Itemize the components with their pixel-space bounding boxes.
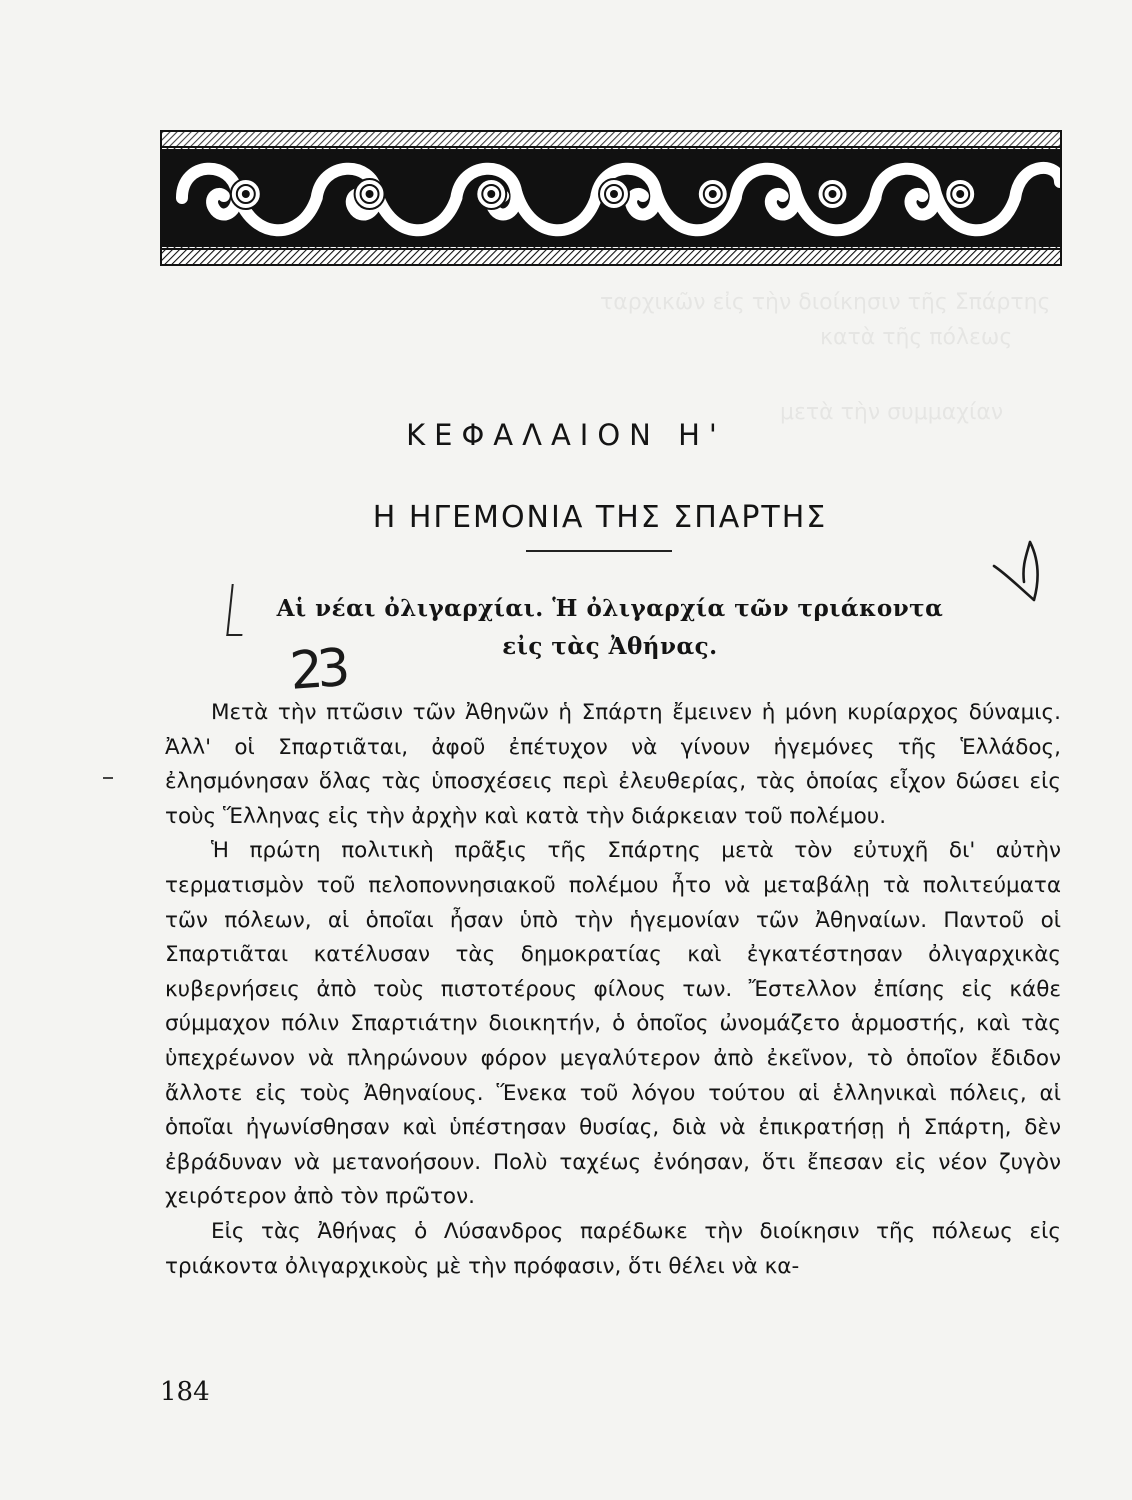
body-text [165,696,1061,1284]
greek-wave-ornament-banner [160,130,1062,266]
show-through-text: μετὰ τὴν συμμαχίαν [780,400,1004,425]
chapter-heading: ΚΕΦΑΛΑΙΟΝ Η' [406,418,726,452]
paragraph: Μετὰ τὴν πτῶσιν τῶν Ἀθηνῶν ἡ Σπάρτη ἔμεινεν ἡ μόνη κυρίαρχος δύναμις. Ἀλλ' οἱ Σπαρτιᾶται, ἀφοῦ ἐπέτυχον νὰ γίνουν ἡγεμόνες τῆς Ἑλλάδος, ἐλησμόνησαν ὅλας τὰς ὑποσχέσεις περὶ ἐλευθερίας, τὰς ὁποίας εἶχον δώσει εἰς τοὺς Ἕλληνας εἰς τὴν ἀρχὴν καὶ κατὰ τὴν διάρκειαν τοῦ πολέμου. [165,700,1061,829]
show-through-text: ταρχικῶν εἰς τὴν διοίκησιν τῆς Σπάρτης [600,290,1051,315]
handwritten-number: 23 [287,638,347,702]
page-number: 184 [160,1377,210,1407]
title-rule-divider [526,550,672,552]
paragraph: Εἰς τὰς Ἀθήνας ὁ Λύσανδρος παρέδωκε τὴν διοίκησιν τῆς πόλεως εἰς τριάκοντα ὀλιγαρχικοὺς μὲ τὴν πρόφασιν, ὅτι θέλει νὰ κα- [165,1218,1061,1279]
section-heading [250,590,970,666]
handwritten-bracket-mark [226,584,247,636]
section-heading-line1: Αἱ νέαι ὀλιγαρχίαι. Ἡ ὀλιγαρχία τῶν τριάκοντα [276,595,944,622]
paragraph: Ἡ πρώτη πολιτικὴ πρᾶξις τῆς Σπάρτης μετὰ τὸν εὐτυχῆ δι' αὐτὴν τερματισμὸν τοῦ πελοποννησιακοῦ πολέμου ἦτο νὰ μεταβάλῃ τὰ πολιτεύματα τῶν πόλεων, αἱ ὁποῖαι ἦσαν ὑπὸ τὴν ἡγεμονίαν τῶν Ἀθηναίων. Παντοῦ οἱ Σπαρτιᾶται κατέλυσαν τὰς δημοκρατίας καὶ ἐγκατέστησαν ὀλιγαρχικὰς κυβερνήσεις ἀπὸ τοὺς πιστοτέρους φίλους των. Ἔστελλον ἐπίσης εἰς κάθε σύμμαχον πόλιν Σπαρτιάτην διοικητήν, ὁ ὁποῖος ὠνομάζετο ἁρμοστής, καὶ τὰς ὑπεχρέωνον νὰ πληρώνουν φόρον μεγαλύτερον ἀπὸ ἐκεῖνον, τὸ ὁποῖον ἔδιδον ἄλλοτε εἰς τοὺς Ἀθηναίους. Ἕνεκα τοῦ λόγου τούτου αἱ ἑλληνικαὶ πόλεις, αἱ ὁποῖαι ἠγωνίσθησαν καὶ ὑπέστησαν θυσίας, διὰ νὰ ἐπικρατήσῃ ἡ Σπάρτη, δὲν ἐβράδυναν νὰ μετανοήσουν. Πολὺ ταχέως ἐνόησαν, ὅτι ἔπεσαν εἰς νέον ζυγὸν χειρότερον ἀπὸ τὸν πρῶτον. [165,838,1061,1210]
section-heading-line2: εἰς τὰς Ἀθήνας. [502,633,718,660]
show-through-text: κατὰ τῆς πόλεως [820,325,1013,350]
margin-mark [103,777,113,779]
chapter-title: Η ΗΓΕΜΟΝΙΑ ΤΗΣ ΣΠΑΡΤΗΣ [372,500,828,535]
handwritten-check-mark [988,538,1050,608]
